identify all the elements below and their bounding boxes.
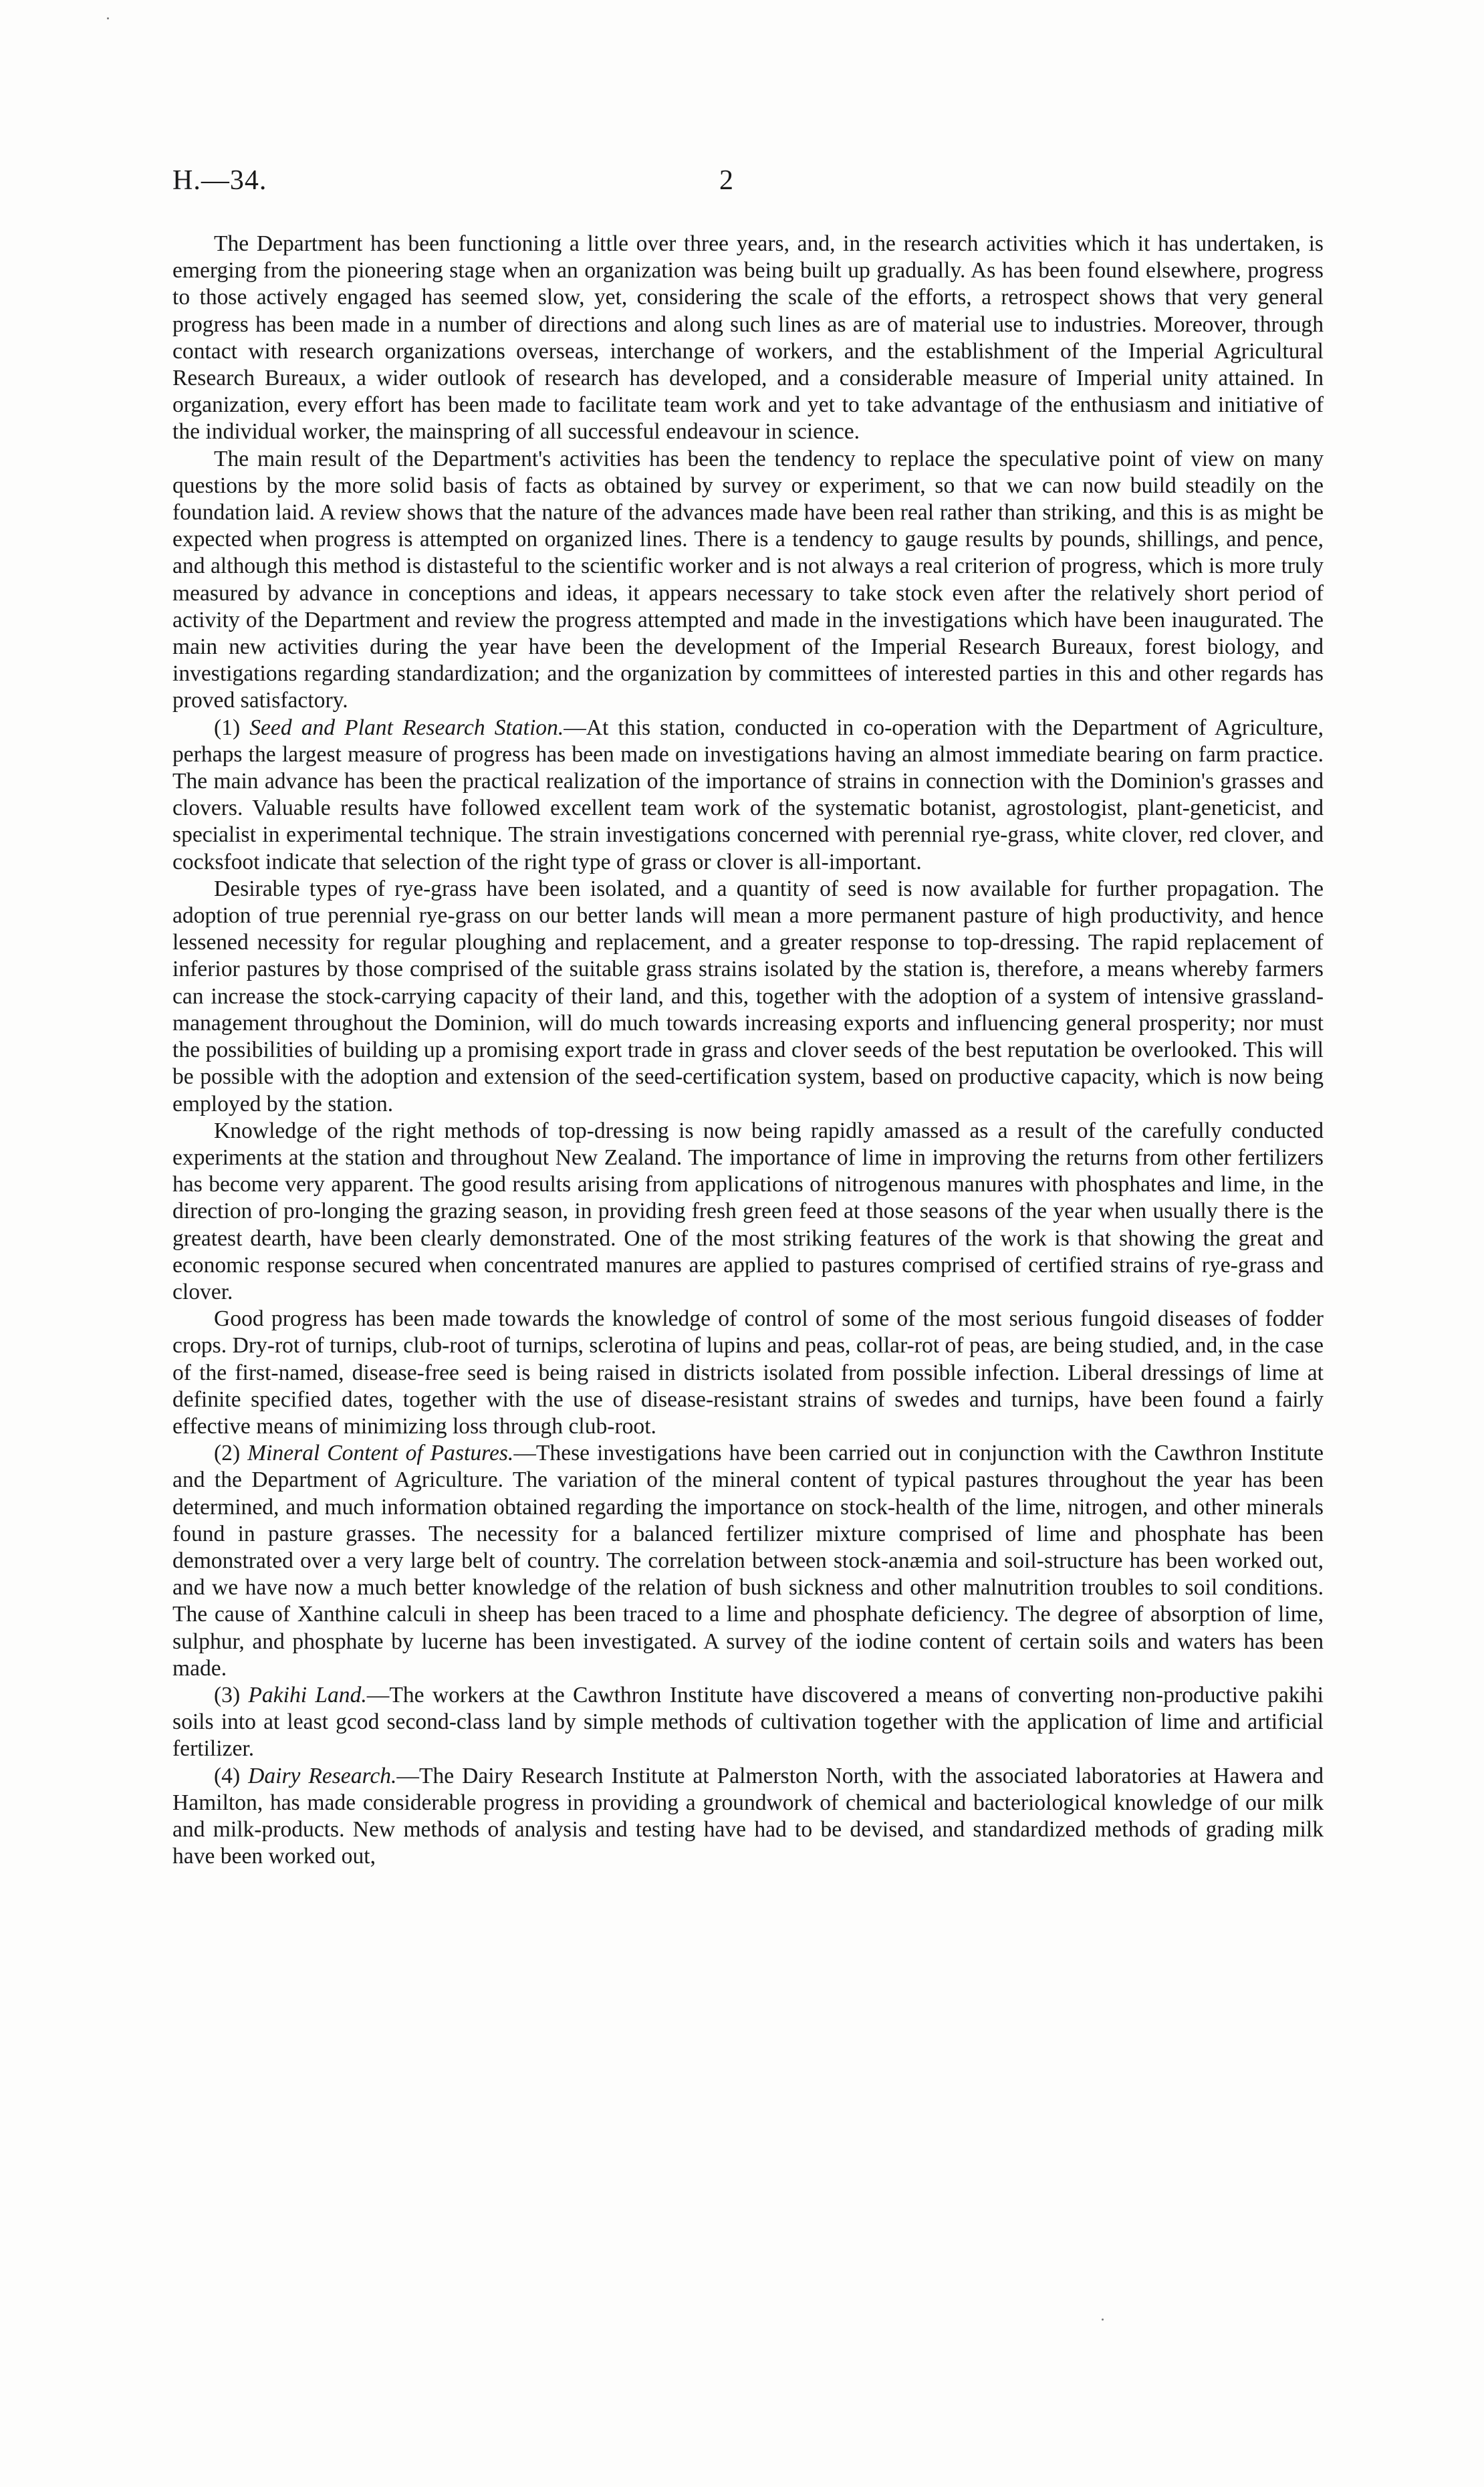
paragraph-pakihi-land — [172, 1682, 1324, 1763]
paragraph-top-dressing — [172, 1118, 1324, 1306]
paragraph-mineral-content — [172, 1440, 1324, 1682]
paragraph-fungoid-diseases — [172, 1306, 1324, 1440]
paragraph-text: —The Dairy Research Institute at Palmerston North, with the associated laboratories at Hawera and Hamilton, has made considerable progress in providing a groundwork of chemical and bacteriological knowledge of our milk and milk-products. New methods of analysis and testing have had to be devised, and standardized methods of grading milk have been worked out, — [172, 1763, 1324, 1869]
section-number: (4) — [214, 1763, 249, 1788]
paragraph-rye-grass — [172, 876, 1324, 1118]
scan-speck — [107, 17, 109, 19]
scan-speck — [1102, 2319, 1104, 2321]
paragraph-text: Knowledge of the right methods of top-dressing is now being rapidly amassed as a result of the carefully conducted experiments at the station and throughout New Zealand. The importance of lime in improving the returns from other fertilizers has become very apparent. The good results arising from applications of nitrogenous manures with phosphates and lime, in the direction of pro-longing the grazing season, in providing fresh green feed at those seasons of the year when usually there is the greatest dearth, have been clearly demonstrated. One of the most striking features of the work is that showing the great and economic response secured when concentrated manures are applied to pastures comprised of certified strains of rye-grass and clover. — [172, 1118, 1324, 1304]
body-text — [172, 231, 1324, 1870]
section-number: (2) — [214, 1441, 248, 1466]
paragraph-text: Good progress has been made towards the knowledge of control of some of the most serious fungoid diseases of fodder crops. Dry-rot of turnips, club-root of turnips, sclerotina of lupins and peas, collar-rot of peas, are being studied, and, in the case of the first-named, disease-free seed is being raised in districts isolated from possible infection. Liberal dressings of lime at definite specified dates, together with the use of disease-resistant strains of swedes and turnips, have been found a fairly effective means of minimizing loss through club-root. — [172, 1306, 1324, 1439]
paragraph-text: —The workers at the Cawthron Institute have discovered a means of converting non-productive pakihi soils into at least gcod second-class land by simple methods of cultivation together with the application of lime and artificial fertilizer. — [172, 1682, 1324, 1762]
paragraph-text: —At this station, conducted in co-operation with the Department of Agriculture, perhaps the largest measure of progress has been made on investigations having an almost immediate bearing on farm practice. The main advance has been the practical realization of the importance of strains in connection with the Dominion's grasses and clovers. Valuable results have followed excellent team work of the systematic botanist, agrostologist, plant-geneticist, and specialist in experimental technique. The strain investigations concerned with perennial rye-grass, white clover, red clover, and cocksfoot indicate that selection of the right type of grass or clover is all-important. — [172, 715, 1324, 874]
paragraph-dairy-research — [172, 1763, 1324, 1871]
paragraph-text: Desirable types of rye-grass have been isolated, and a quantity of seed is now available for further propagation. The adoption of true perennial rye-grass on our better lands will mean a more permanent pasture of high productivity, and hence lessened necessity for regular ploughing and replacement, and a greater response to top-dressing. The rapid replacement of inferior pastures by those comprised of the suitable grass strains isolated by the station is, therefore, a means whereby farmers can increase the stock-carrying capacity of their land, and this, together with the adoption of a system of intensive grassland-management throughout the Dominion, will do much towards increasing exports and influencing general prosperity; nor must the possibilities of building up a promising export trade in grass and clover seeds of the best reputation be overlooked. This will be possible with the adoption and extension of the seed-certification system, based on productive capacity, which is now being employed by the station. — [172, 876, 1324, 1116]
page-header — [172, 164, 1322, 205]
document-reference: H.—34. — [172, 165, 267, 196]
section-heading: Mineral Content of Pastures. — [247, 1441, 514, 1466]
paragraph-main-result — [172, 446, 1324, 715]
section-heading: Pakihi Land. — [248, 1682, 367, 1707]
paragraph-text: —These investigations have been carried out in conjunction with the Cawthron Institute and the Department of Agriculture. The variation of the mineral content of typical pastures throughout the year has been determined, and much information obtained regarding the importance on stock-health of the lime, nitrogen, and other minerals found in pasture grasses. The necessity for a balanced fertilizer mixture comprised of lime and phosphate has been demonstrated over a very large belt of country. The correlation between stock-anæmia and soil-structure has been worked out, and we have now a much better knowledge of the relation of bush sickness and other malnutrition troubles to soil conditions. The cause of Xanthine calculi in sheep has been traced to a lime and phosphate deficiency. The degree of absorption of lime, sulphur, and phosphate by lucerne has been investigated. A survey of the iodine content of certain soils and waters has been made. — [172, 1441, 1324, 1681]
section-number: (1) — [214, 715, 250, 740]
section-number: (3) — [214, 1682, 249, 1707]
section-heading: Dairy Research. — [248, 1763, 397, 1788]
paragraph-text: The Department has been functioning a little over three years, and, in the research activities which it has undertaken, is emerging from the pioneering stage when an organization was being built up gradually. As has been found elsewhere, progress to those actively engaged has seemed slow, yet, considering the scale of the efforts, a retrospect shows that very general progress has been made in a number of directions and along such lines as are of material use to industries. Moreover, through contact with research organizations overseas, interchange of workers, and the establishment of the Imperial Agricultural Research Bureaux, a wider outlook of research has developed, and a considerable measure of Imperial unity attained. In organization, every effort has been made to facilitate team work and yet to take advantage of the enthusiasm and initiative of the individual worker, the mainspring of all successful endeavour in science. — [172, 231, 1324, 445]
paragraph-intro — [172, 231, 1324, 446]
paragraph-text: The main result of the Department's activities has been the tendency to replace the speculative point of view on many questions by the more solid basis of facts as obtained by survey or experiment, so that we can now build steadily on the foundation laid. A review shows that the nature of the advances made have been real rather than striking, and this is as might be expected when progress is attempted on organized lines. There is a tendency to gauge results by pounds, shillings, and pence, and although this method is distasteful to the scientific worker and is not always a real criterion of progress, which is more truly measured by advance in conceptions and ideas, it appears necessary to take stock even after the relatively short period of activity of the Department and review the progress attempted and made in the investigations which have been inaugurated. The main new activities during the year have been the development of the Imperial Research Bureaux, forest biology, and investigations regarding standardization; and the organization by committees of interested parties in this and other regards has proved satisfactory. — [172, 446, 1324, 713]
page-number: 2 — [719, 165, 733, 196]
section-heading: Seed and Plant Research Station. — [249, 715, 564, 740]
paragraph-seed-plant-station — [172, 715, 1324, 876]
